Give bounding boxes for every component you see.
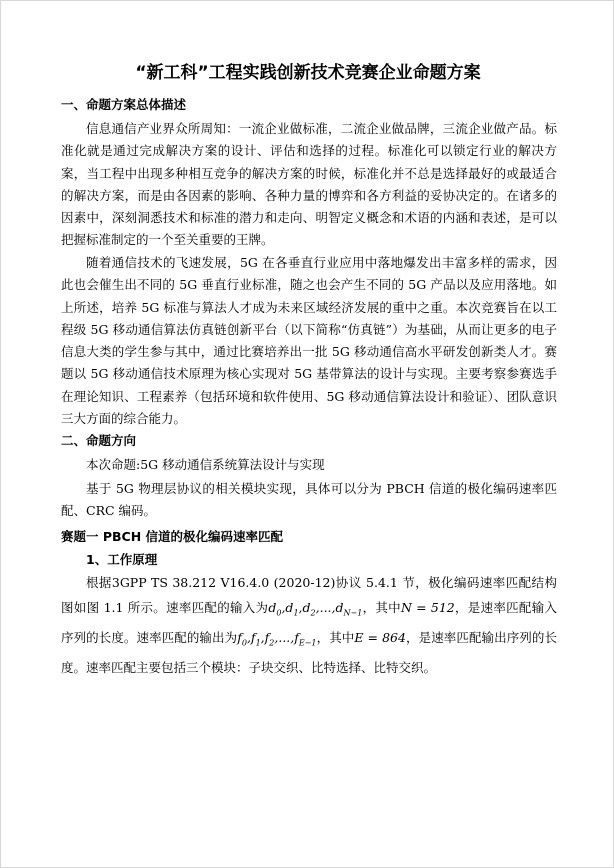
task-heading: 赛题一 PBCH 信道的极化编码速率匹配 xyxy=(61,529,284,544)
principle-text-d: ，其中 xyxy=(316,629,355,645)
section-heading-overview: 一、命题方案总体描述 xyxy=(61,97,187,112)
principle-text-b: ，其中 xyxy=(362,599,401,615)
principle-paragraph xyxy=(61,571,557,680)
overview-paragraph-1: 信息通信产业界众所周知：一流企业做标准，二流企业做品牌，三流企业做产品。标准化就是通过完成解决方案的设计、评估和选择的过程。标准化可以锁定行业的解决方案，当工程中出现多种相互竞争的解决方案的时候，标准化并不总是选择最好的或最适合的解决方案，而是由各因素的影响、各种力量的博弈和各方利益的妥协决定的。在诸多的因素中，深刻洞悉技术和标准的潜力和走向、明智定义概念和术语的内涵和表述，是可以把握标准制定的一个至关重要的王牌。 xyxy=(61,121,557,248)
n-equation: N = 512 xyxy=(400,599,455,615)
principle-text-c: ，是速率匹配输入序列的长度。速率匹配的输出为 xyxy=(61,599,557,645)
document-title: “新工科”工程实践创新技术竞赛企业命题方案 xyxy=(135,63,481,83)
direction-topic: 本次命题:5G 移动通信系统算法设计与实现 xyxy=(86,457,325,472)
task-subheading-principle: 1、工作原理 xyxy=(86,552,158,567)
output-sequence-formula: $f_0,f_1,f_2,...,f_{E-1}$ xyxy=(237,629,317,647)
direction-description: 基于 5G 物理层协议的相关模块实现，具体可以分为 PBCH 信道的极化编码速率匹配、CRC 编码。 xyxy=(61,481,557,519)
section-heading-direction: 二、命题方向 xyxy=(61,433,137,448)
principle-text-a: 根据3GPP TS 38.212 V16.4.0 (2020-12)协议 5.4.1 节，极化编码速率匹配结构图如图 1.1 所示。速率匹配的输入为 xyxy=(61,575,557,615)
input-sequence-formula: $d_0,d_1,d_2,...,d_{N-1}$ xyxy=(268,599,363,617)
e-equation: E = 864 xyxy=(354,629,406,645)
principle-text-e: ，是速率匹配输出序列的长度。速率匹配主要包括三个模块：子块交织、比特选择、比特交织。 xyxy=(61,629,557,675)
overview-paragraph-2: 随着通信技术的飞速发展，5G 在各垂直行业应用中落地爆发出丰富多样的需求，因此也会催生出不同的 5G 垂直行业标准，随之也会产生不同的 5G 产品以及应用落地。如上所述，培养 5G 标准与算法人才成为未来区域经济发展的重中之重。本次竞赛旨在以工程级 5G 移动通信算法仿真链创新平台（以下简称“仿真链”）为基础，从而让更多的电子信息大类的学生参与其中，通过比赛培养出一批 5G 移动通信高水平研发创新类人才。赛题以 5G 移动通信技术原理为核心实现对 5G 基带算法的设计与实现。主要考察参赛选手在理论知识、工程素养（包括环境和软件使用、5G 移动通信算法设计和验证）、团队意识三大方面的综合能力。 xyxy=(61,255,557,427)
